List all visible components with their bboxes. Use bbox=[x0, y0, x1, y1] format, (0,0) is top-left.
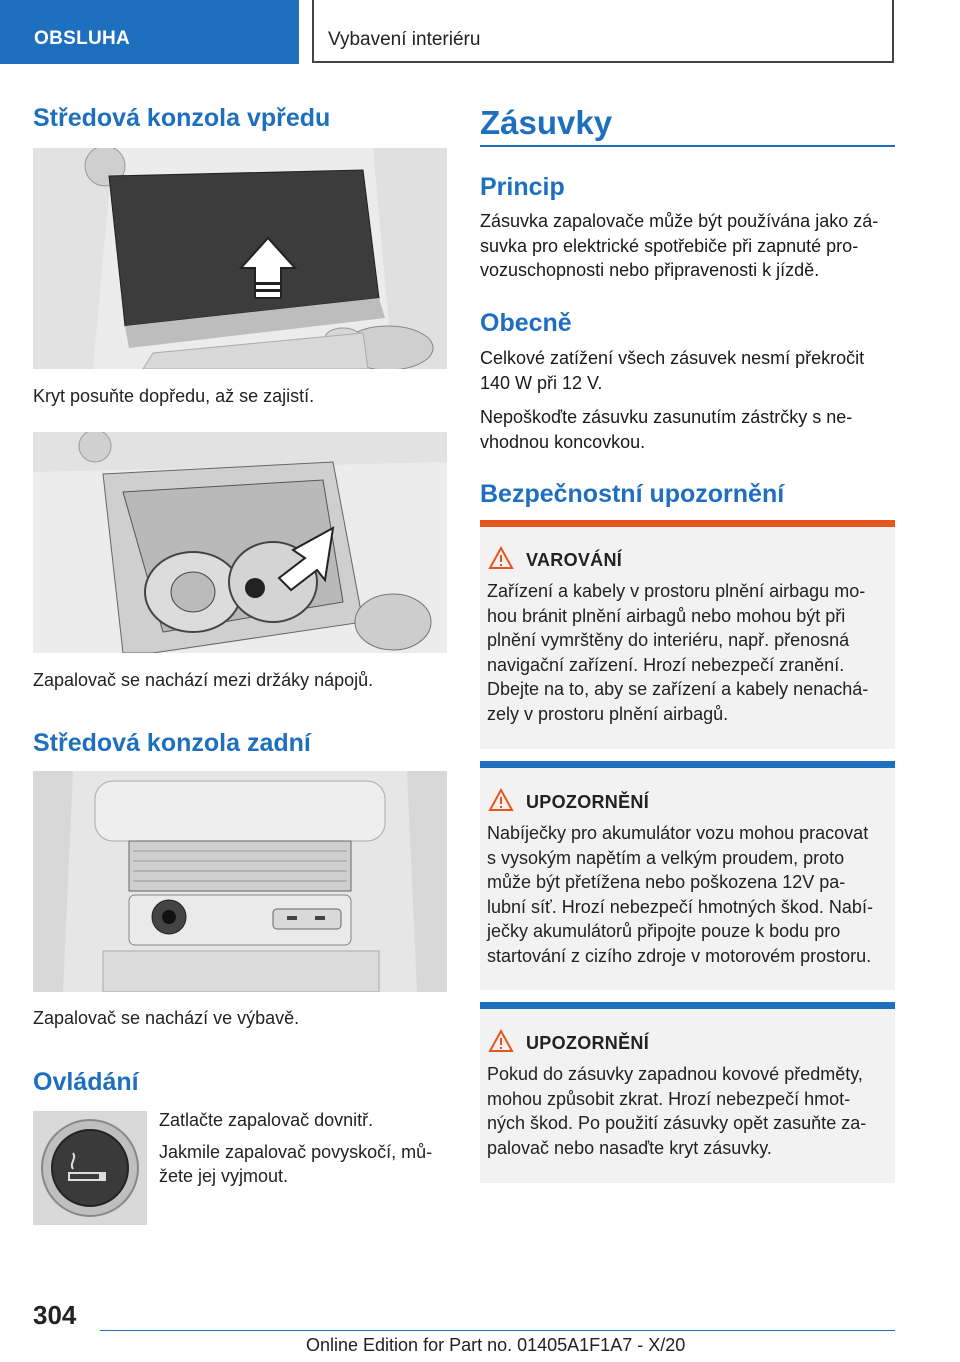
notice-title: UPOZORNĚNÍ bbox=[526, 792, 650, 812]
notice-triangle-icon bbox=[488, 1029, 514, 1053]
general-text-1 bbox=[480, 346, 900, 395]
notice-line: Nabíječky pro akumulátor vozu mohou pracovat bbox=[487, 823, 869, 843]
warning-title: VAROVÁNÍ bbox=[526, 550, 623, 570]
heading-general: Obecně bbox=[480, 309, 572, 337]
footer-rule bbox=[100, 1330, 895, 1331]
heading-operation: Ovládání bbox=[33, 1068, 139, 1096]
warning-line: Dbejte na to, aby se zařízení a kabely nenachá- bbox=[487, 679, 869, 699]
warning-box-airbag bbox=[480, 520, 895, 749]
notice-line: ječky akumulátorů připojte pouze k bodu pro bbox=[487, 921, 841, 941]
heading-sockets: Zásuvky bbox=[480, 104, 613, 141]
rear-console-photo bbox=[33, 771, 447, 992]
notice-line: může být přetížena nebo poškozena 12V pa- bbox=[487, 872, 846, 892]
notice-bar bbox=[480, 761, 895, 768]
warning-line: hou bránit plnění airbagů nebo mohou být při bbox=[487, 605, 846, 626]
notice-line: Pokud do zásuvky zapadnou kovové předměty, bbox=[487, 1064, 863, 1084]
heading-front-console: Středová konzola vpředu bbox=[33, 104, 331, 132]
general-text-2 bbox=[480, 405, 900, 454]
principle-line: Zásuvka zapalovače může být používána jako zá- bbox=[480, 211, 879, 231]
chapter-header bbox=[312, 0, 894, 63]
warning-bar bbox=[480, 520, 895, 527]
notice-line: startování z cizího zdroje v motorovém prostoru. bbox=[487, 945, 872, 966]
general-line: 140 W při 12 V. bbox=[480, 372, 603, 393]
section-tab bbox=[0, 0, 299, 64]
footer-edition: Online Edition for Part no. 01405A1F1A7 - X/20 bbox=[306, 1335, 686, 1355]
notice-bar bbox=[480, 1002, 895, 1009]
caption-rear-lighter: Zapalovač se nachází ve výbavě. bbox=[33, 1008, 300, 1028]
operation-step2a: Jakmile zapalovač povyskočí, mů- bbox=[159, 1142, 433, 1162]
principle-line: suvka pro elektrické spotřebiče při zapnuté pro- bbox=[480, 235, 859, 256]
notice-line: palovač nebo nasaďte kryt zásuvky. bbox=[487, 1137, 772, 1158]
chapter-title: Vybavení interiéru bbox=[328, 29, 481, 50]
general-line: vhodnou koncovkou. bbox=[480, 431, 646, 452]
page-number: 304 bbox=[33, 1300, 77, 1330]
heading-principle: Princip bbox=[480, 173, 565, 201]
principle-line: vozuschopnosti nebo připravenosti k jízdě. bbox=[480, 260, 820, 280]
operation-step2b: žete jej vyjmout. bbox=[159, 1166, 289, 1186]
notice-box-chargers bbox=[480, 761, 895, 990]
general-line: Nepoškoďte zásuvku zasunutím zástrčky s ne- bbox=[480, 407, 853, 427]
notice-line: ných škod. Po použití zásuvky opět zasuňte za- bbox=[487, 1113, 867, 1133]
title-rule bbox=[480, 145, 895, 147]
section-label: OBSLUHA bbox=[34, 28, 131, 49]
operation-step1: Zatlačte zapalovač dovnitř. bbox=[159, 1110, 374, 1130]
lighter-button-photo bbox=[33, 1111, 147, 1225]
warning-line: Zařízení a kabely v prostoru plnění airbagu mo- bbox=[487, 581, 866, 601]
general-line: Celkové zatížení všech zásuvek nesmí překročit bbox=[480, 348, 865, 368]
notice-box-short-circuit bbox=[480, 1002, 895, 1183]
caption-front-cover: Kryt posuňte dopředu, až se zajistí. bbox=[33, 386, 315, 406]
notice-text bbox=[487, 821, 892, 968]
warning-triangle-icon bbox=[488, 546, 514, 570]
notice-line: lubní síť. Hrozí nebezpečí hmotných škod. Nabí- bbox=[487, 896, 873, 917]
warning-line: plnění vymrštěny do interiéru, např. přenosná bbox=[487, 630, 850, 650]
notice-title: UPOZORNĚNÍ bbox=[526, 1033, 650, 1053]
notice-triangle-icon bbox=[488, 788, 514, 812]
notice-line: s vysokým napětím a velkým proudem, proto bbox=[487, 847, 845, 868]
caption-front-lighter: Zapalovač se nachází mezi držáky nápojů. bbox=[33, 670, 374, 690]
principle-text bbox=[480, 209, 900, 283]
front-console-cover-photo bbox=[33, 148, 447, 369]
notice-text bbox=[487, 1062, 892, 1160]
warning-line: zely v prostoru plnění airbagů. bbox=[487, 703, 729, 724]
notice-line: mohou způsobit zkrat. Hrozí nebezpečí hmot- bbox=[487, 1088, 851, 1109]
heading-rear-console: Středová konzola zadní bbox=[33, 729, 311, 757]
heading-safety: Bezpečnostní upozornění bbox=[480, 480, 785, 508]
warning-text bbox=[487, 579, 892, 726]
front-console-lighter-photo bbox=[33, 432, 447, 653]
warning-line: navigační zařízení. Hrozí nebezpečí zranění. bbox=[487, 654, 845, 675]
